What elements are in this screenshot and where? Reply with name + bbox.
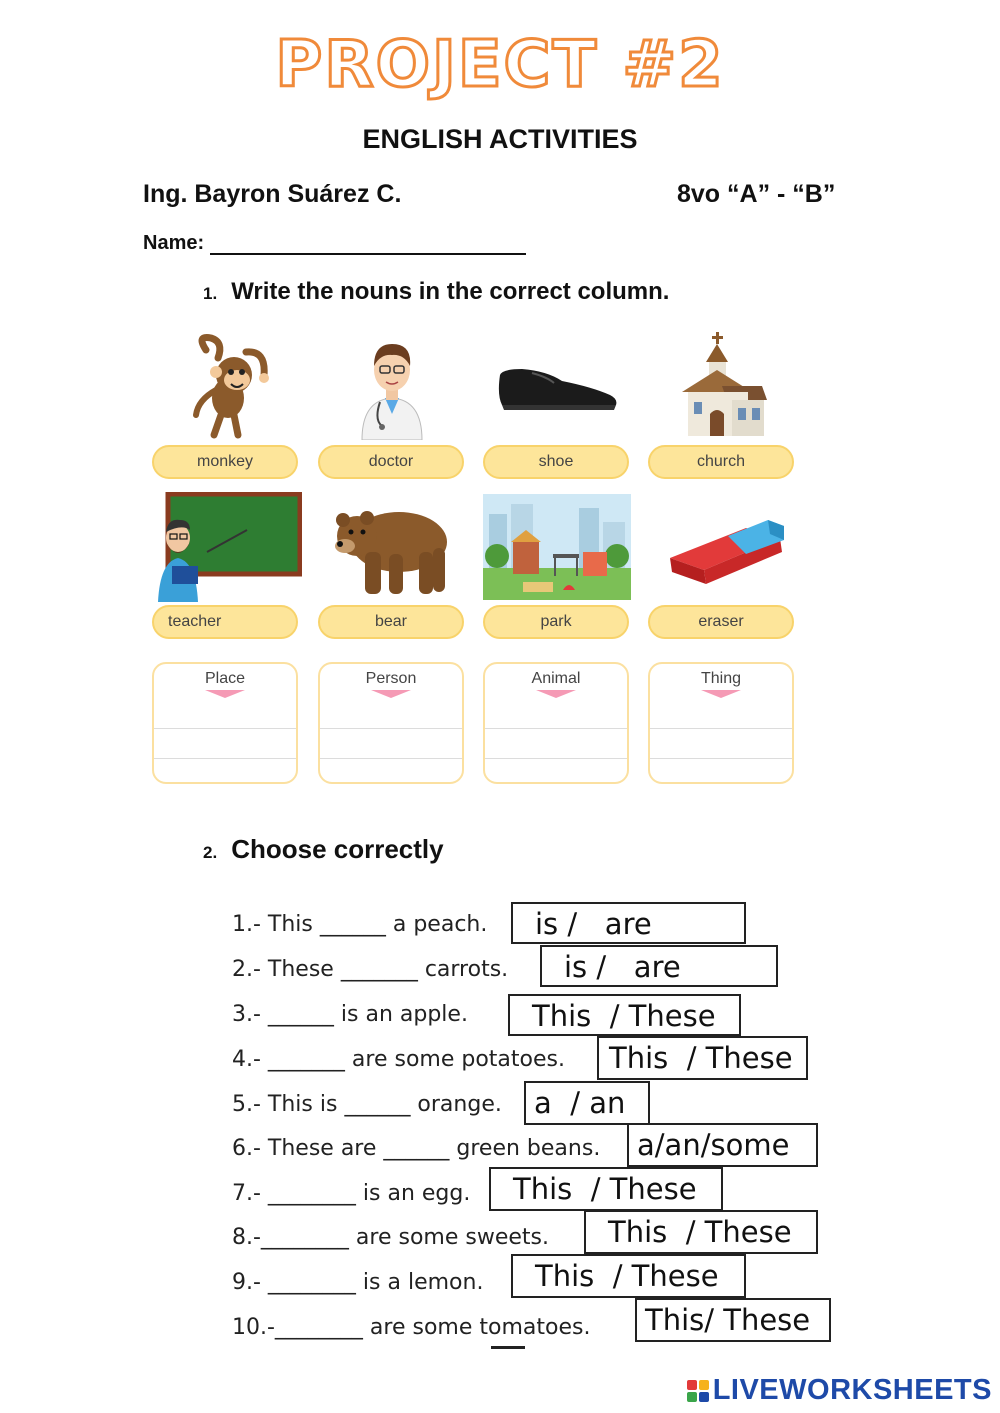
down-arrow-icon xyxy=(205,690,245,698)
options-1[interactable]: is / are xyxy=(511,902,746,944)
card-label-monkey[interactable]: monkey xyxy=(152,445,298,479)
name-row xyxy=(143,232,526,255)
column-person[interactable] xyxy=(318,662,464,784)
grade-label: 8vo “A” - “B” xyxy=(677,180,836,208)
sentence-7: 7.- ________ is an egg. xyxy=(232,1181,471,1206)
options-9[interactable]: This / These xyxy=(511,1254,746,1298)
column-animal[interactable] xyxy=(483,662,629,784)
card-label-teacher[interactable]: teacher xyxy=(152,605,298,639)
question-1-text: Write the nouns in the correct column. xyxy=(231,278,670,305)
doctor-icon xyxy=(318,330,466,440)
page-subtitle: ENGLISH ACTIVITIES xyxy=(362,124,638,154)
teacher-icon xyxy=(152,492,302,602)
options-8[interactable]: This / These xyxy=(584,1210,818,1254)
down-arrow-icon xyxy=(701,690,741,698)
church-icon xyxy=(648,330,796,440)
brand-name: LIVEWORKSHEETS xyxy=(712,1374,992,1406)
liveworksheets-logo-icon xyxy=(687,1380,709,1402)
question-2-text: Choose correctly xyxy=(231,834,444,864)
card-label-park[interactable]: park xyxy=(483,605,629,639)
card-label-shoe[interactable]: shoe xyxy=(483,445,629,479)
sentence-2: 2.- These _______ carrots. xyxy=(232,957,509,982)
park-icon xyxy=(483,492,631,602)
sentence-4: 4.- _______ are some potatoes. xyxy=(232,1047,565,1072)
sentence-3: 3.- ______ is an apple. xyxy=(232,1002,468,1027)
sentence-1: 1.- This ______ a peach. xyxy=(232,912,488,937)
card-label-bear[interactable]: bear xyxy=(318,605,464,639)
column-thing[interactable] xyxy=(648,662,794,784)
brand-logo xyxy=(687,1374,992,1407)
name-field[interactable] xyxy=(210,235,526,255)
down-arrow-icon xyxy=(536,690,576,698)
column-header-place: Place xyxy=(204,670,246,687)
page-title: PROJECT #2 xyxy=(275,28,725,102)
options-3[interactable]: This / These xyxy=(508,994,741,1036)
column-header-thing: Thing xyxy=(700,670,742,687)
column-header-person: Person xyxy=(365,670,417,687)
sentence-8: 8.-________ are some sweets. xyxy=(232,1225,549,1250)
eraser-icon xyxy=(648,492,808,602)
question-2-number: 2. xyxy=(203,843,218,862)
options-7[interactable]: This / These xyxy=(489,1167,723,1211)
options-10[interactable]: This/ These xyxy=(635,1298,831,1342)
options-4[interactable]: This / These xyxy=(597,1036,808,1080)
shoe-icon xyxy=(483,330,631,440)
name-label: Name: xyxy=(143,232,205,254)
question-1-heading xyxy=(203,278,669,306)
monkey-icon xyxy=(152,330,300,440)
question-2-heading xyxy=(203,834,444,865)
options-6[interactable]: a/an/some xyxy=(627,1123,818,1167)
down-arrow-icon xyxy=(371,690,411,698)
options-2[interactable]: is / are xyxy=(540,945,778,987)
column-place[interactable] xyxy=(152,662,298,784)
column-header-animal: Animal xyxy=(531,670,581,687)
card-label-eraser[interactable]: eraser xyxy=(648,605,794,639)
options-5[interactable]: a / an xyxy=(524,1081,650,1125)
sentence-9: 9.- ________ is a lemon. xyxy=(232,1270,484,1295)
card-label-church[interactable]: church xyxy=(648,445,794,479)
bear-icon xyxy=(318,492,466,602)
sentence-6: 6.- These are ______ green beans. xyxy=(232,1136,601,1161)
divider-mark xyxy=(491,1346,525,1353)
question-1-number: 1. xyxy=(203,284,218,303)
card-label-doctor[interactable]: doctor xyxy=(318,445,464,479)
sentence-10: 10.-________ are some tomatoes. xyxy=(232,1315,591,1340)
teacher-name: Ing. Bayron Suárez C. xyxy=(143,180,402,208)
sentence-5: 5.- This is ______ orange. xyxy=(232,1092,502,1117)
